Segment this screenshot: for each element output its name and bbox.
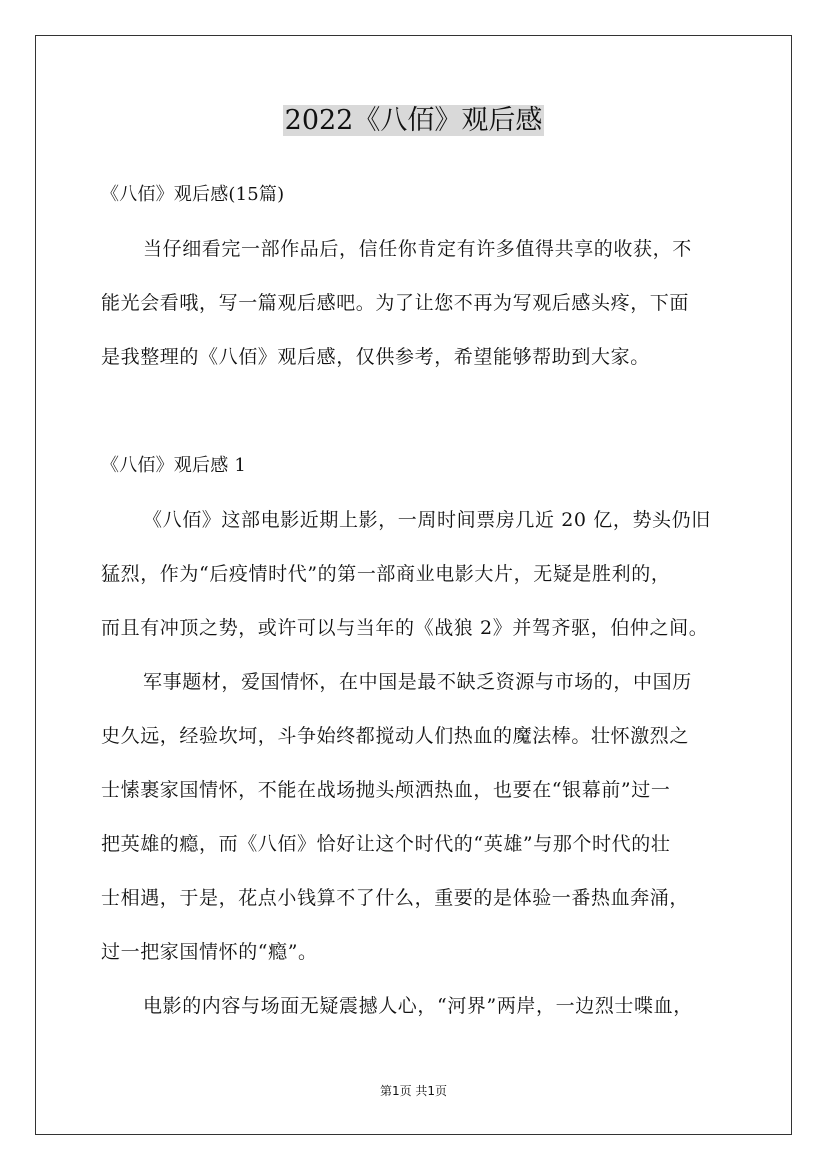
body-line-8: 士相遇，于是，花点小钱算不了什么，重要的是体验一番热血奔涌， bbox=[101, 887, 690, 909]
intro-line-1: 当仔细看完一部作品后，信任你肯定有许多值得共享的收获，不 bbox=[143, 238, 692, 260]
body-line-6: 士愫裹家国情怀，不能在战场抛头颅洒热血，也要在“银幕前”过一 bbox=[101, 779, 671, 801]
body-line-9: 过一把家国情怀的“瘾”。 bbox=[101, 941, 318, 963]
document-title-text: 2022《八佰》观后感 bbox=[284, 105, 543, 136]
body-line-1: 《八佰》这部电影近期上影，一周时间票房几近 20 亿，势头仍旧 bbox=[143, 509, 711, 531]
section-heading: 《八佰》观后感 1 bbox=[101, 455, 246, 476]
document-title bbox=[0, 103, 827, 139]
body-line-2: 猛烈，作为“后疫情时代”的第一部商业电影大片，无疑是胜利的， bbox=[101, 563, 671, 585]
intro-line-2: 能光会看哦，写一篇观后感吧。为了让您不再为写观后感头疼，下面 bbox=[101, 292, 690, 314]
body-line-3: 而且有冲顶之势，或许可以与当年的《战狼 2》并驾齐驱，伯仲之间。 bbox=[101, 617, 709, 639]
intro-line-3: 是我整理的《八佰》观后感，仅供参考，希望能够帮助到大家。 bbox=[101, 346, 650, 368]
body-line-4: 军事题材，爱国情怀，在中国是最不缺乏资源与市场的，中国历 bbox=[143, 671, 692, 693]
page-footer: 第1页 共1页 bbox=[379, 1084, 448, 1098]
document-subtitle: 《八佰》观后感(15篇) bbox=[101, 184, 285, 205]
body-line-5: 史久远，经验坎坷，斗争始终都搅动人们热血的魔法棒。壮怀激烈之 bbox=[101, 725, 690, 747]
body-line-10: 电影的内容与场面无疑震撼人心，“河界”两岸，一边烈士喋血， bbox=[143, 995, 693, 1017]
body-line-7: 把英雄的瘾，而《八佰》恰好让这个时代的“英雄”与那个时代的壮 bbox=[101, 833, 671, 855]
